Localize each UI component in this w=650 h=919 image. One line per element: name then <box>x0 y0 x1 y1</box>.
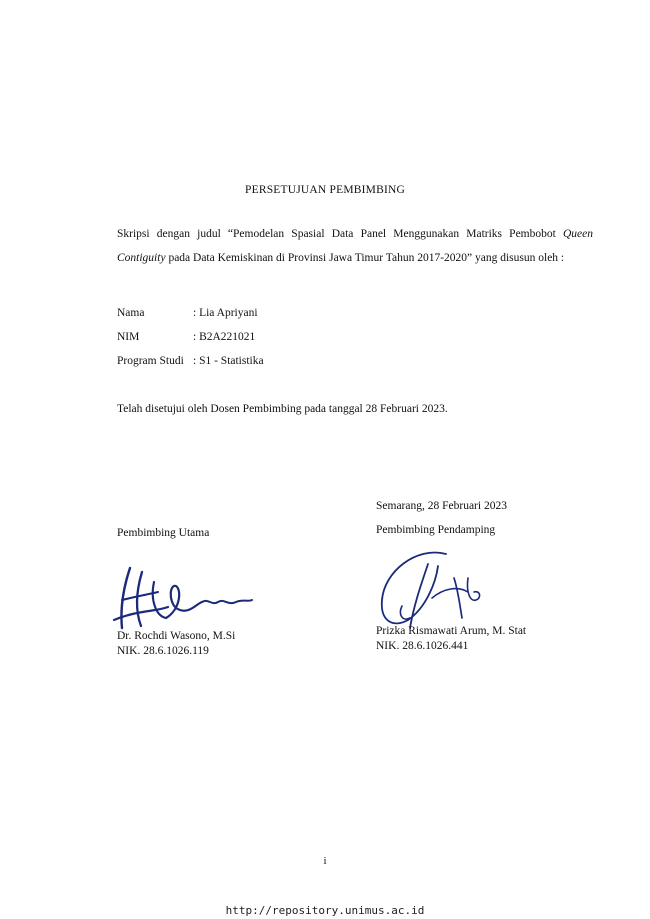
supervisor-main-signature <box>108 560 258 635</box>
page-title: PERSETUJUAN PEMBIMBING <box>245 184 405 196</box>
approval-statement: Telah disetujui oleh Dosen Pembimbing pada tanggal 28 Februari 2023. <box>117 403 448 415</box>
intro-text-1: Skripsi dengan judul “Pemodelan Spasial Data Panel Menggunakan Matriks Pembobot <box>117 228 563 240</box>
supervisor-main-name: Dr. Rochdi Wasono, M.Si <box>117 630 236 642</box>
supervisor-co-role: Pembimbing Pendamping <box>376 524 496 536</box>
field-label-prodi: Program Studi <box>117 355 184 367</box>
field-value-nama: : Lia Apriyani <box>193 307 258 319</box>
intro-italic-term: Queen Contiguity <box>117 228 593 264</box>
footer-url[interactable]: http://repository.unimus.ac.id <box>225 904 425 917</box>
supervisor-co-nik: NIK. 28.6.1026.441 <box>376 640 469 652</box>
field-value-nim: : B2A221021 <box>193 331 256 343</box>
field-label-nama: Nama <box>117 307 145 319</box>
field-value-prodi: : S1 - Statistika <box>193 355 264 367</box>
intro-paragraph <box>117 222 593 270</box>
supervisor-main-nik: NIK. 28.6.1026.119 <box>117 645 209 657</box>
place-date: Semarang, 28 Februari 2023 <box>376 500 507 512</box>
field-label-nim: NIM <box>117 331 140 343</box>
intro-text-2: pada Data Kemiskinan di Provinsi Jawa Timur Tahun 2017-2020” yang disusun oleh : <box>165 252 565 264</box>
supervisor-co-name: Prizka Rismawati Arum, M. Stat <box>376 625 527 637</box>
supervisor-main-role: Pembimbing Utama <box>117 527 210 539</box>
page-number: i <box>323 855 327 867</box>
supervisor-co-signature <box>372 542 497 632</box>
